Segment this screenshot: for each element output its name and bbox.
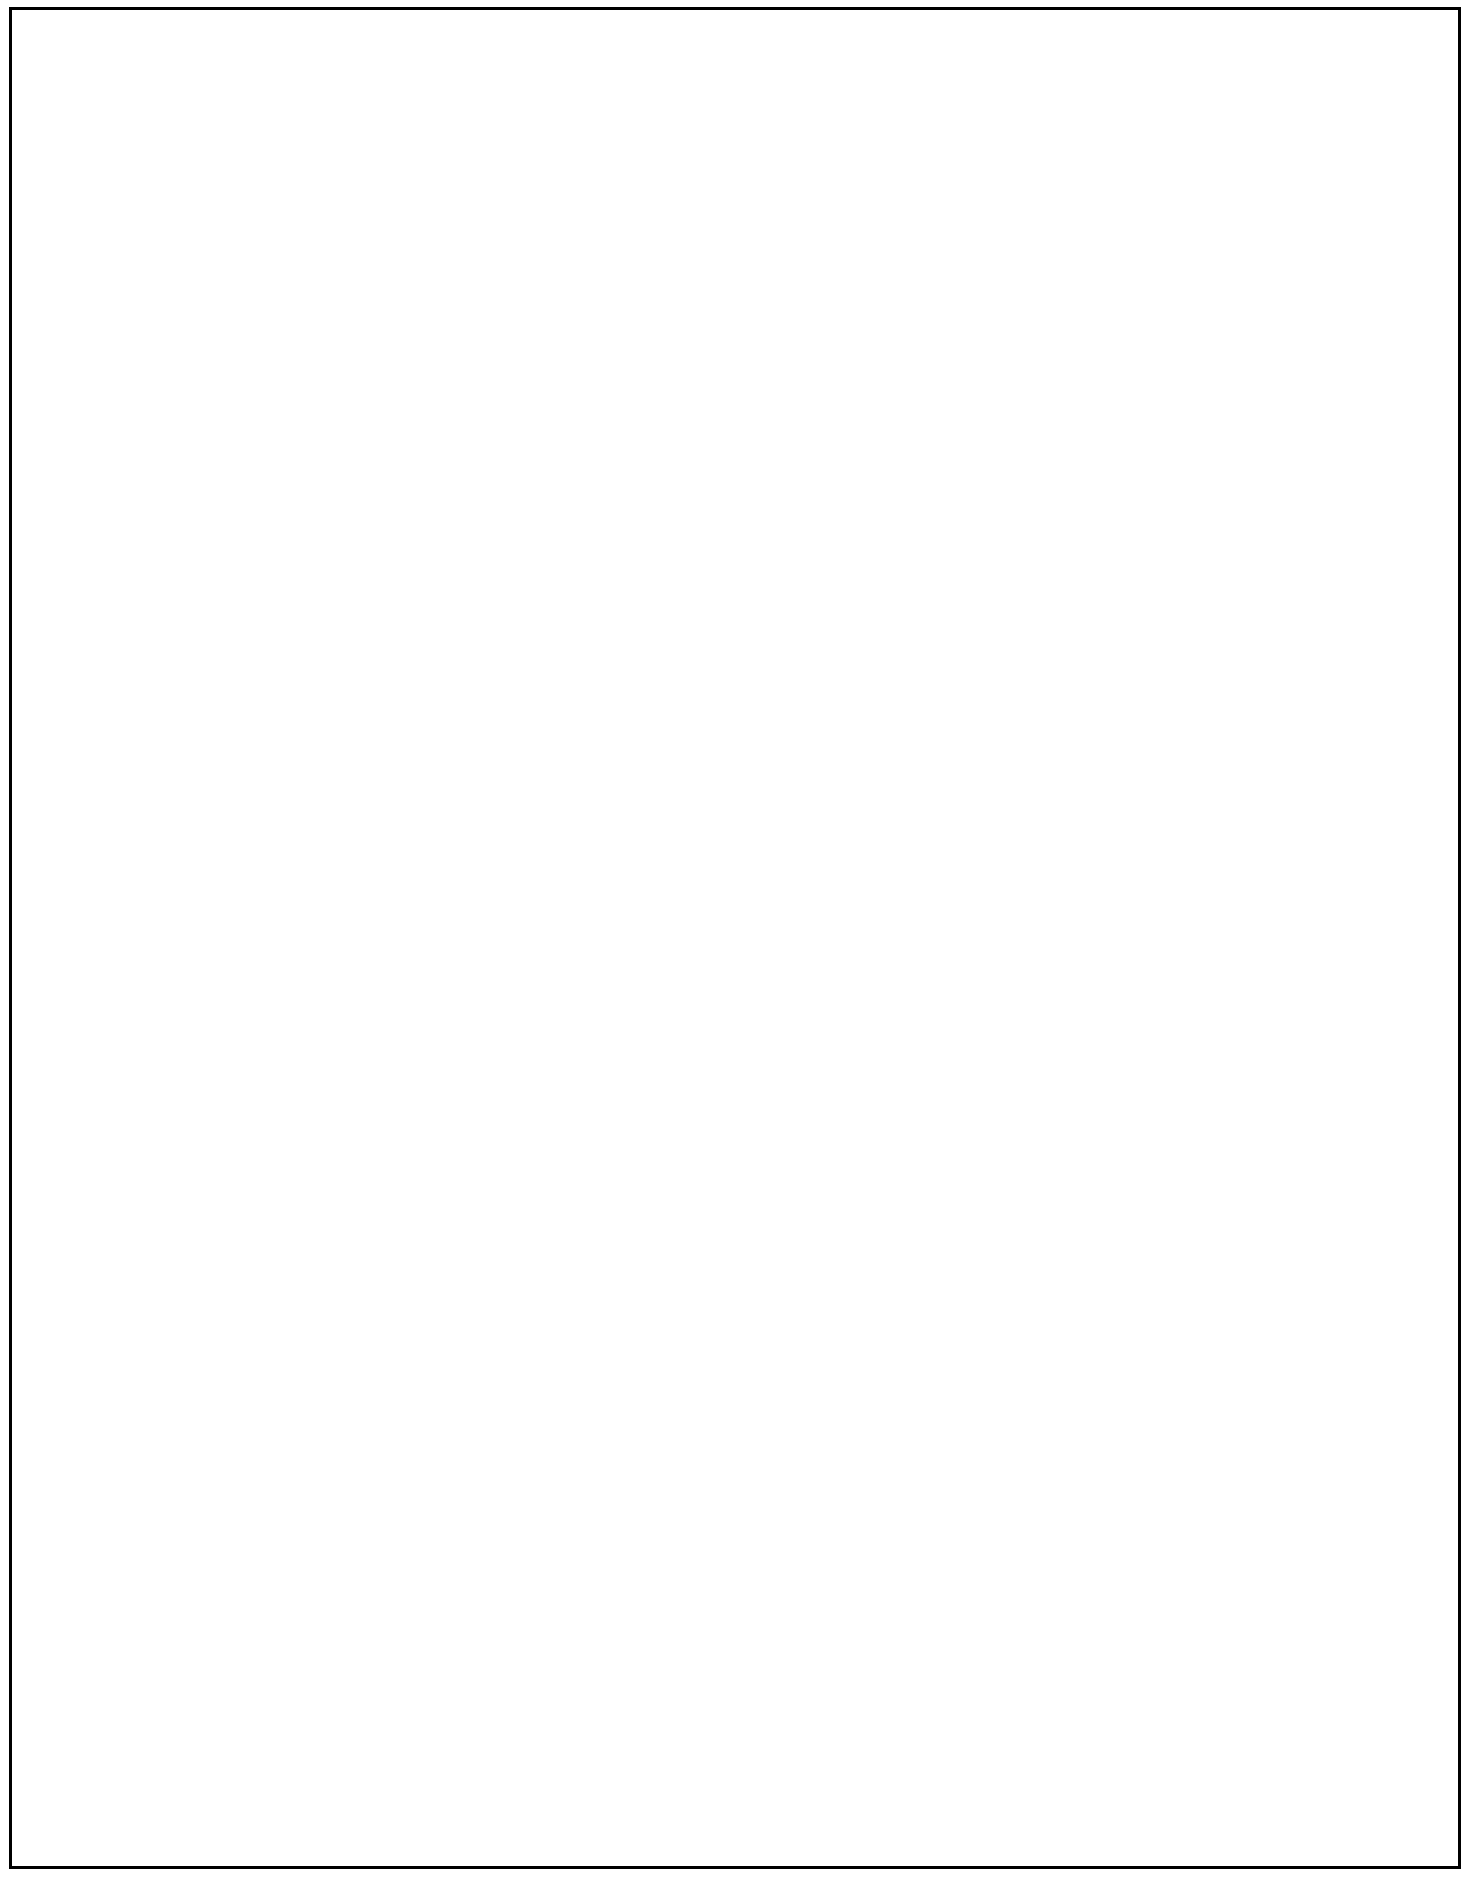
table-border: [9, 7, 1461, 1869]
